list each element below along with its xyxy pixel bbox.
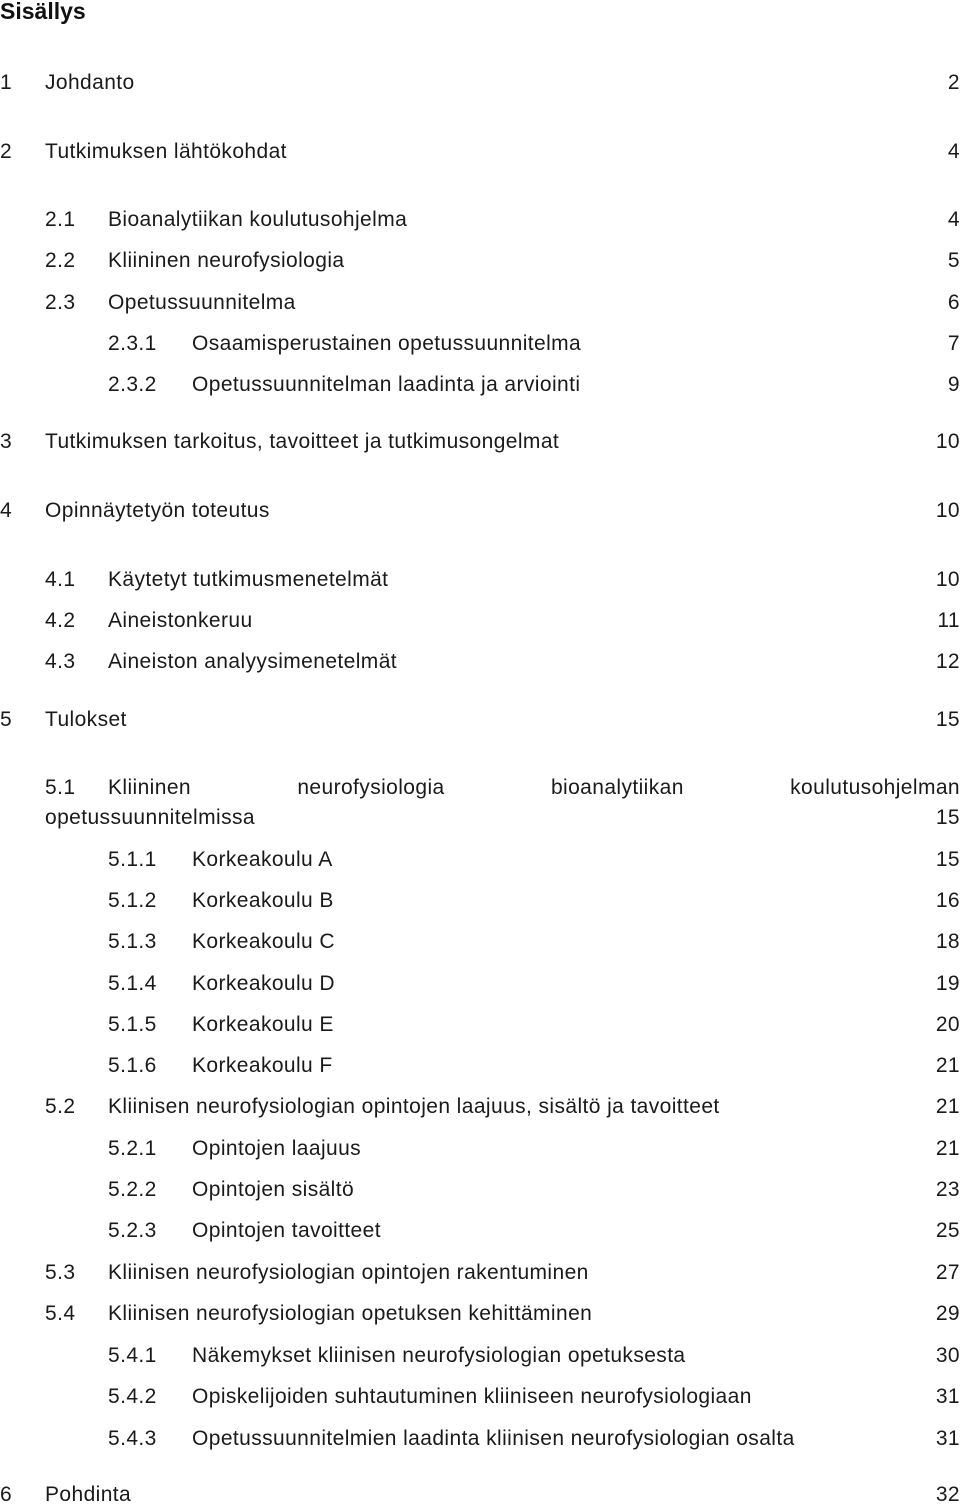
toc-page: 9 (947, 373, 960, 396)
toc-number: 5.1 (45, 776, 76, 799)
toc-page: 21 (935, 1095, 960, 1118)
toc-page: 10 (935, 430, 960, 453)
toc-number: 6 (0, 1483, 13, 1506)
toc-title: Opintojen sisältö (192, 1178, 355, 1201)
toc-page: 10 (935, 499, 960, 522)
toc-number: 1 (0, 71, 13, 94)
toc-title: Tutkimuksen lähtökohdat (45, 140, 287, 163)
toc-page: 15 (935, 806, 960, 829)
toc-title: Pohdinta (45, 1483, 132, 1506)
toc-number: 2.3.2 (108, 373, 157, 396)
toc-number: 2.3 (45, 291, 76, 314)
toc-number: 5.4.1 (108, 1344, 157, 1367)
toc-number: 2.1 (45, 208, 76, 231)
toc-title: Korkeakoulu B (192, 889, 334, 912)
toc-entry-5-1-5[interactable] (0, 1010, 960, 1040)
toc-number: 2 (0, 140, 13, 163)
toc-page: 30 (935, 1344, 960, 1367)
toc-title: Opintojen laajuus (192, 1137, 362, 1160)
toc-page: 4 (947, 208, 960, 231)
toc-title-word: bioanalytiikan (550, 776, 684, 799)
toc-title: Käytetyt tutkimusmenetelmät (108, 568, 389, 591)
toc-number: 5.2.1 (108, 1137, 157, 1160)
toc-entry-5-4-3[interactable] (0, 1424, 960, 1454)
toc-number: 4 (0, 499, 13, 522)
toc-entry-5-2[interactable] (0, 1092, 960, 1122)
toc-title: Korkeakoulu F (192, 1054, 333, 1077)
toc-entry-5-4-2[interactable] (0, 1382, 960, 1412)
toc-page: 16 (935, 889, 960, 912)
toc-page: 27 (935, 1261, 960, 1284)
toc-entry-5-2-3[interactable] (0, 1216, 960, 1246)
toc-title: Korkeakoulu E (192, 1013, 334, 1036)
toc-page: 5 (947, 249, 960, 272)
toc-title-justified (108, 773, 960, 803)
toc-number: 2.2 (45, 249, 76, 272)
toc-title: Korkeakoulu D (192, 972, 335, 995)
toc-title: Opetussuunnitelman laadinta ja arviointi (192, 373, 581, 396)
toc-entry-2-3-2[interactable] (0, 370, 960, 400)
toc-title: Opetussuunnitelmien laadinta kliinisen neurofysiologian osalta (192, 1427, 795, 1450)
toc-page: 15 (935, 848, 960, 871)
toc-entry-2-2[interactable] (0, 246, 960, 276)
toc-number: 5.2.2 (108, 1178, 157, 1201)
toc-page: 31 (935, 1427, 960, 1450)
toc-entry-5-1-2[interactable] (0, 886, 960, 916)
toc-number: 5.1.4 (108, 972, 157, 995)
toc-title: Näkemykset kliinisen neurofysiologian opetuksesta (192, 1344, 686, 1367)
toc-title: Opintojen tavoitteet (192, 1219, 381, 1242)
toc-title: Kliininen neurofysiologia (108, 249, 345, 272)
toc-entry-4-3[interactable] (0, 647, 960, 677)
toc-title: Kliinisen neurofysiologian opetuksen kehittäminen (108, 1302, 593, 1325)
toc-page: 6 (947, 291, 960, 314)
toc-title: Opinnäytetyön toteutus (45, 499, 270, 522)
toc-entry-5-4-1[interactable] (0, 1341, 960, 1371)
toc-number: 5.2.3 (108, 1219, 157, 1242)
toc-page: 21 (935, 1137, 960, 1160)
toc-page: 19 (935, 972, 960, 995)
toc-title: Tutkimuksen tarkoitus, tavoitteet ja tutkimusongelmat (45, 430, 560, 453)
toc-entry-5-1[interactable] (0, 773, 960, 803)
toc-title: Osaamisperustainen opetussuunnitelma (192, 332, 582, 355)
toc-number: 5.4.3 (108, 1427, 157, 1450)
toc-number: 5.4 (45, 1302, 76, 1325)
toc-number: 5.4.2 (108, 1385, 157, 1408)
toc-page: 7 (947, 332, 960, 355)
toc-entry-2-1[interactable] (0, 205, 960, 235)
toc-title: Korkeakoulu A (192, 848, 333, 871)
toc-number: 2.3.1 (108, 332, 157, 355)
toc-number: 5.1.6 (108, 1054, 157, 1077)
toc-title-word: Kliininen (108, 776, 191, 799)
toc-number: 5.1.1 (108, 848, 157, 871)
toc-number: 4.1 (45, 568, 76, 591)
toc-entry-5-2-1[interactable] (0, 1134, 960, 1164)
toc-page: 23 (935, 1178, 960, 1201)
toc-entry-5-4[interactable] (0, 1299, 960, 1329)
toc-entry-2[interactable] (0, 137, 960, 167)
toc-page: 32 (935, 1483, 960, 1506)
toc-title: Aineistonkeruu (108, 609, 253, 632)
toc-entry-5-1-1[interactable] (0, 845, 960, 875)
toc-entry-5-1-4[interactable] (0, 969, 960, 999)
toc-title: Bioanalytiikan koulutusohjelma (108, 208, 408, 231)
toc-number: 4.3 (45, 650, 76, 673)
toc-title: opetussuunnitelmissa (45, 806, 255, 829)
toc-entry-5-1-6[interactable] (0, 1051, 960, 1081)
toc-entry-1[interactable] (0, 68, 960, 98)
toc-entry-4-1[interactable] (0, 565, 960, 595)
toc-number: 5.1.2 (108, 889, 157, 912)
toc-page: 10 (935, 568, 960, 591)
toc-page: 31 (935, 1385, 960, 1408)
toc-title: Korkeakoulu C (192, 930, 335, 953)
toc-entry-4-2[interactable] (0, 606, 960, 636)
toc-title: Johdanto (45, 71, 135, 94)
toc-number: 3 (0, 430, 13, 453)
toc-number: 5.2 (45, 1095, 76, 1118)
toc-page: 29 (935, 1302, 960, 1325)
toc-entry-5-3[interactable] (0, 1258, 960, 1288)
toc-title: Opetussuunnitelma (108, 291, 296, 314)
toc-title: Opiskelijoiden suhtautuminen kliiniseen neurofysiologiaan (192, 1385, 752, 1408)
toc-entry-5-1-3[interactable] (0, 927, 960, 957)
toc-number: 5.3 (45, 1261, 76, 1284)
toc-entry-6[interactable] (0, 1480, 960, 1510)
toc-title-word: neurofysiologia (297, 776, 445, 799)
toc-entry-5-1-continuation[interactable] (0, 803, 960, 833)
toc-entry-2-3[interactable] (0, 288, 960, 318)
toc-page: 15 (935, 708, 960, 731)
toc-title: Tulokset (45, 708, 127, 731)
toc-number: 5.1.5 (108, 1013, 157, 1036)
toc-page: 4 (947, 140, 960, 163)
toc-entry-3[interactable] (0, 427, 960, 457)
toc-entry-4[interactable] (0, 496, 960, 526)
toc-title-word: koulutusohjelman (790, 776, 960, 799)
toc-entry-5-2-2[interactable] (0, 1175, 960, 1205)
toc-title: Kliinisen neurofysiologian opintojen rakentuminen (108, 1261, 589, 1284)
toc-page: 2 (947, 71, 960, 94)
toc-page: 12 (935, 650, 960, 673)
toc-number: 4.2 (45, 609, 76, 632)
toc-page: 20 (935, 1013, 960, 1036)
toc-entry-5[interactable] (0, 705, 960, 735)
toc-page: 11 (937, 609, 960, 632)
toc-page: 25 (935, 1219, 960, 1242)
toc-number: 5 (0, 708, 13, 731)
toc-title: Kliinisen neurofysiologian opintojen laajuus, sisältö ja tavoitteet (108, 1095, 720, 1118)
toc-number: 5.1.3 (108, 930, 157, 953)
toc-page: 21 (935, 1054, 960, 1077)
toc-title: Aineiston analyysimenetelmät (108, 650, 398, 673)
toc-entry-2-3-1[interactable] (0, 329, 960, 359)
toc-page: 18 (935, 930, 960, 953)
page-title: Sisällys (0, 0, 86, 24)
